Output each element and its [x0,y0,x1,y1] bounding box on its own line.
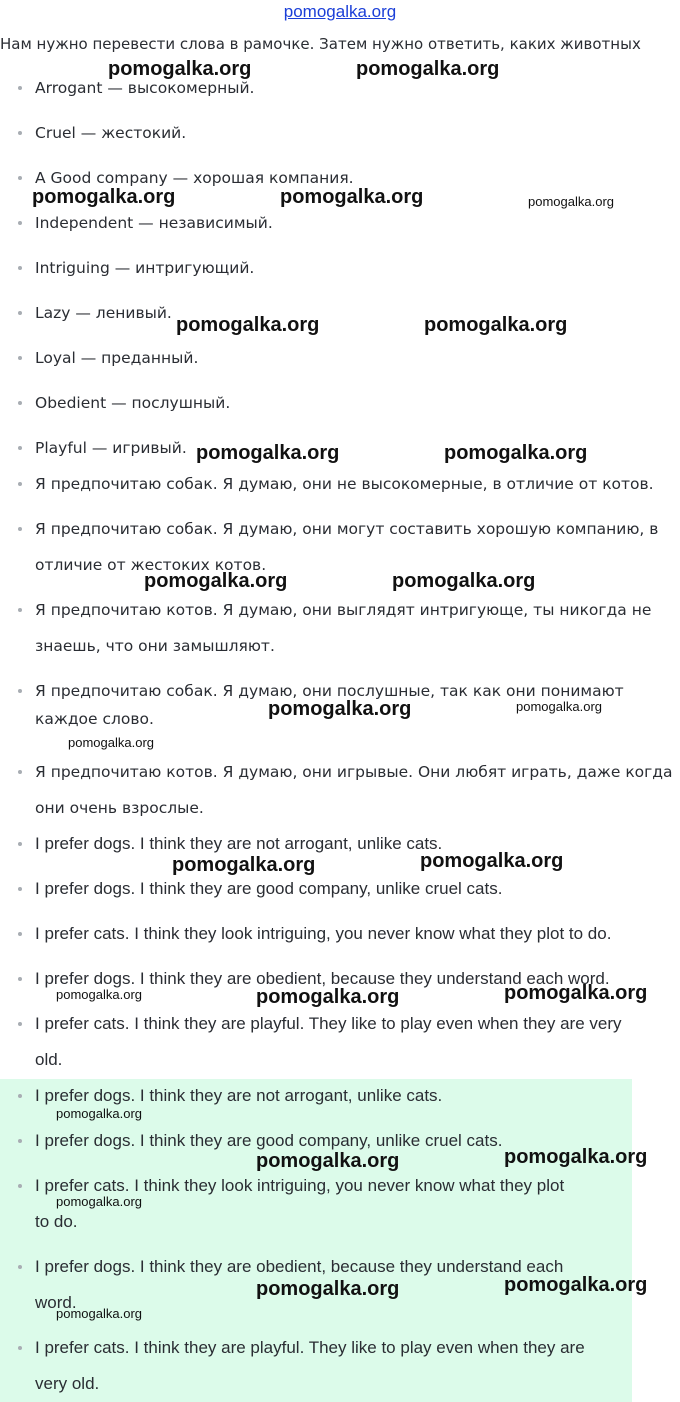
answer-sentence-line: I prefer dogs. I think they are not arrogant, unlike cats. [35,1086,443,1105]
vocab-item: Independent — независимый. [35,205,273,241]
watermark: pomogalka.org [504,1274,648,1296]
ru-sentence-line: каждое слово. [35,710,154,728]
watermark: pomogalka.org [32,186,176,208]
watermark: pomogalka.org [68,735,154,750]
watermark: pomogalka.org [268,698,412,720]
answer-sentence-line: I prefer cats. I think they look intriguing, you never know what they plot [35,1176,565,1195]
ru-sentence [35,754,673,826]
ru-sentence-line: Я предпочитаю котов. Я думаю, они выглядят интригующе, ты никогда не [35,601,652,619]
vocab-item: Arrogant — высокомерный. [35,70,254,106]
en-sentence-line: I prefer dogs. I think they are obedient, because they understand each word. [35,969,610,988]
watermark: pomogalka.org [56,1106,142,1121]
en-sentence-line: I prefer dogs. I think they are not arrogant, unlike cats. [35,834,443,853]
watermark: pomogalka.org [56,1194,142,1209]
watermark: pomogalka.org [392,570,536,592]
watermark: pomogalka.org [144,570,288,592]
ru-sentence-line: знаешь, что они замышляют. [35,637,275,655]
answer-sentence-line: I prefer dogs. I think they are obedient, because they understand each [35,1257,564,1276]
site-header-link[interactable]: pomogalka.org [283,2,397,21]
ru-sentence [35,466,654,502]
ru-sentence-line: Я предпочитаю собак. Я думаю, они не высокомерные, в отличие от котов. [35,475,654,493]
vocab-item: Intriguing — интригующий. [35,250,254,286]
watermark: pomogalka.org [256,1278,400,1300]
vocab-item: Cruel — жестокий. [35,115,186,151]
watermark: pomogalka.org [504,982,648,1004]
answer-sentence-line: to do. [35,1212,78,1231]
en-sentence-line: I prefer cats. I think they look intriguing, you never know what they plot to do. [35,924,612,943]
watermark: pomogalka.org [256,1150,400,1172]
watermark: pomogalka.org [424,314,568,336]
en-sentence-line: old. [35,1050,63,1069]
watermark: pomogalka.org [516,699,602,714]
en-sentence-line: I prefer dogs. I think they are good company, unlike cruel cats. [35,879,503,898]
watermark: pomogalka.org [444,442,588,464]
ru-sentence-line: они очень взрослые. [35,799,204,817]
watermark: pomogalka.org [420,850,564,872]
ru-sentence-line: Я предпочитаю котов. Я думаю, они игрывые. Они любят играть, даже когда [35,763,673,781]
vocab-item: Lazy — ленивый. [35,295,172,331]
watermark: pomogalka.org [280,186,424,208]
answer-sentence-line: I prefer dogs. I think they are good company, unlike cruel cats. [35,1131,503,1150]
answer-sentence-line: very old. [35,1374,100,1393]
answer-sentence-line: I prefer cats. I think they are playful. They like to play even when they are [35,1338,585,1357]
watermark: pomogalka.org [356,58,500,80]
watermark: pomogalka.org [504,1146,648,1168]
vocab-item: Loyal — преданный. [35,340,198,376]
answer-sentence [35,1330,585,1402]
intro-text: Нам нужно перевести слова в рамочке. Затем нужно ответить, каких животных [0,35,641,53]
watermark: pomogalka.org [172,854,316,876]
en-sentence [35,1006,621,1078]
answer-sentence-line: word. [35,1293,77,1312]
ru-sentence-line: Я предпочитаю собак. Я думаю, они могут составить хорошую компанию, в [35,520,659,538]
watermark: pomogalka.org [256,986,400,1008]
watermark: pomogalka.org [528,194,614,209]
vocab-item: Obedient — послушный. [35,385,230,421]
ru-sentence-line: отличие от жестоких котов. [35,556,267,574]
ru-sentence [35,511,658,583]
watermark: pomogalka.org [196,442,340,464]
watermark: pomogalka.org [176,314,320,336]
watermark: pomogalka.org [56,1306,142,1321]
watermark: pomogalka.org [56,987,142,1002]
en-sentence [35,916,611,952]
en-sentence-line: I prefer cats. I think they are playful. They like to play even when they are very [35,1014,622,1033]
ru-sentence [35,592,651,664]
vocab-item: A Good company — хорошая компания. [35,160,354,196]
ru-sentence-line: Я предпочитаю собак. Я думаю, они послушные, так как они понимают [35,682,624,700]
vocab-item: Playful — игривый. [35,430,187,466]
watermark: pomogalka.org [108,58,252,80]
